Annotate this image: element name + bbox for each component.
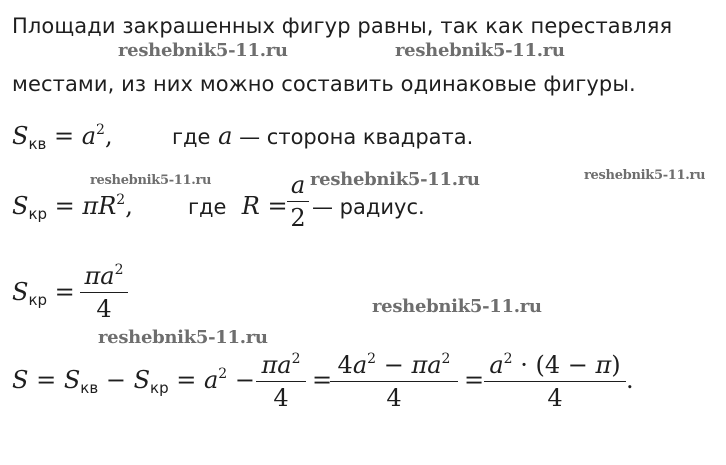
numerator: a	[290, 171, 306, 199]
subscript-kr: кр	[150, 379, 169, 397]
watermark: reshebnik5-11.ru	[372, 296, 542, 317]
fraction-pi-a2-over-4	[80, 256, 128, 323]
watermark: reshebnik5-11.ru	[118, 40, 288, 61]
fraction-bar	[80, 292, 128, 293]
radius-note	[188, 192, 288, 220]
numerator: $\pi a^2$	[261, 351, 301, 379]
radius-description	[312, 192, 425, 220]
fraction-3	[484, 345, 626, 412]
equals: =	[28, 366, 64, 394]
word-where: где	[188, 195, 227, 219]
denominator: 4	[273, 384, 289, 412]
subscript-kr: кр	[28, 291, 48, 309]
denominator: 4	[386, 384, 402, 412]
equals: =	[46, 122, 82, 150]
equals: =	[47, 192, 83, 220]
watermark: reshebnik5-11.ru	[98, 327, 268, 348]
equals: =	[168, 366, 204, 394]
var-a: a	[203, 366, 219, 394]
comma: ,	[104, 122, 113, 150]
denominator: 2	[290, 204, 306, 232]
watermark: reshebnik5-11.ru	[90, 173, 212, 188]
equals-3: =	[464, 366, 485, 394]
radius-text: — радиус.	[312, 195, 425, 219]
var-s-kv: S	[63, 366, 81, 394]
fraction-a-over-2	[287, 171, 309, 232]
watermark: reshebnik5-11.ru	[584, 168, 706, 183]
watermark: reshebnik5-11.ru	[310, 169, 480, 190]
var-r: R	[241, 192, 260, 220]
fraction-1	[256, 345, 306, 412]
comma: ,	[125, 192, 133, 220]
word-where: где	[172, 125, 211, 149]
denominator: 4	[547, 384, 563, 412]
exponent: 2	[96, 122, 105, 138]
equals-2: =	[312, 366, 333, 394]
numerator: $\pi a^2$	[84, 262, 124, 290]
equals: =	[259, 192, 288, 220]
var-s: S	[12, 122, 29, 150]
fraction-bar	[256, 381, 306, 382]
equals: =	[47, 278, 75, 306]
fraction-2	[330, 345, 458, 412]
var-s-kr: S	[133, 366, 151, 394]
period: .	[626, 366, 634, 394]
fraction-bar	[330, 381, 458, 382]
var-a: a	[81, 122, 97, 150]
equation-shaded-area	[12, 366, 255, 397]
numerator: $4a^2 - \pi a^2$	[337, 351, 451, 379]
var-a: a	[218, 122, 233, 150]
pi-symbol: π	[82, 192, 99, 220]
minus: −	[98, 366, 134, 394]
var-s: S	[12, 278, 29, 306]
text-line-2: местами, из них можно составить одинаковые фигуры.	[12, 72, 636, 96]
fraction-bar	[484, 381, 626, 382]
var-s: S	[12, 366, 29, 394]
subscript-kr: кр	[28, 205, 48, 223]
subscript-kv: кв	[80, 379, 99, 397]
exponent: 2	[116, 192, 126, 208]
var-s: S	[12, 192, 29, 220]
equation-circle-area-alt	[12, 278, 75, 309]
exponent: 2	[218, 366, 228, 382]
subscript-kv: кв	[28, 135, 47, 153]
equation-square-area	[12, 122, 113, 153]
text-line-1: Площади закрашенных фигур равны, так как переставляя	[12, 14, 673, 38]
side-description: — сторона квадрата.	[232, 125, 474, 149]
equation-circle-area	[12, 192, 133, 223]
watermark: reshebnik5-11.ru	[395, 40, 565, 61]
denominator: 4	[96, 295, 112, 323]
minus: −	[227, 366, 255, 394]
fraction-bar	[287, 201, 309, 202]
square-side-note	[172, 122, 473, 150]
var-r: R	[98, 192, 117, 220]
numerator: $a^2 \cdot (4 - \pi)$	[489, 351, 621, 379]
